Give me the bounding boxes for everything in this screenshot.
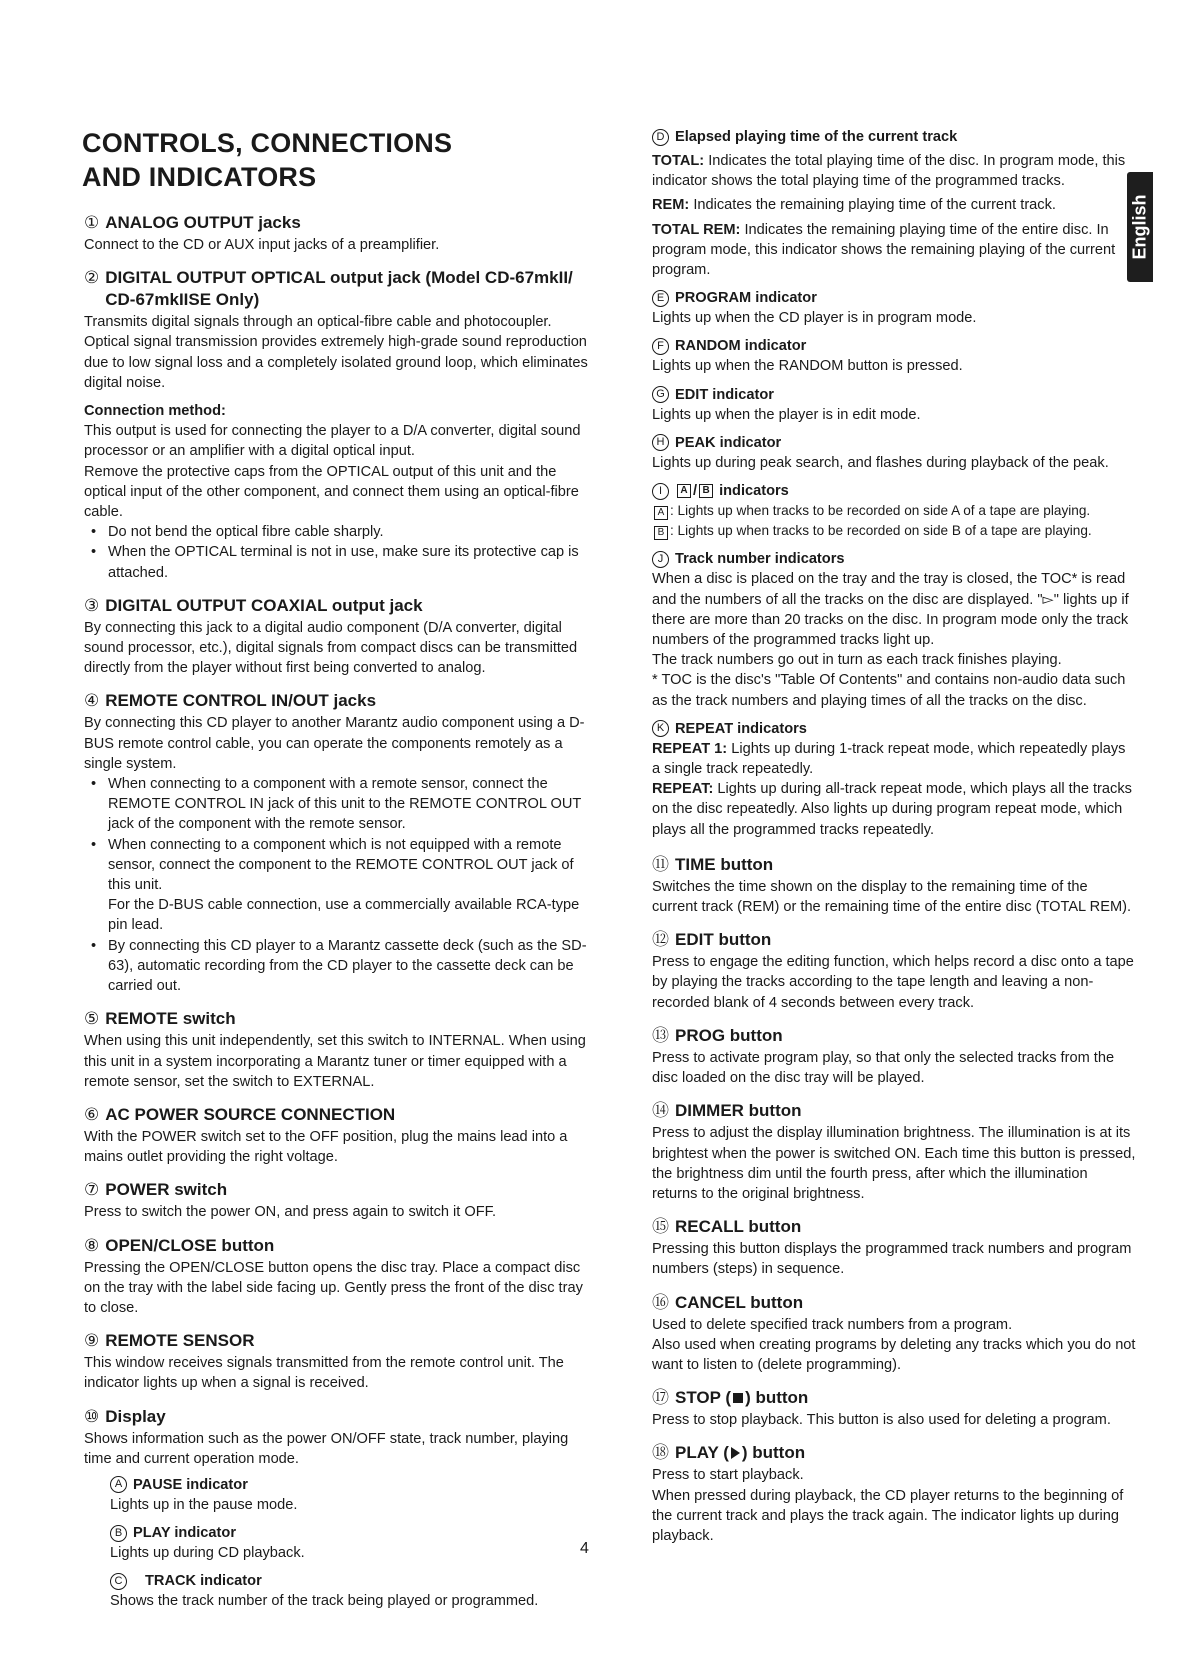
section-title: POWER switch — [105, 1180, 228, 1200]
connection-method-heading: Connection method: — [84, 403, 226, 420]
indicator-peak — [652, 433, 1137, 473]
section-title: DIMMER button — [675, 1101, 802, 1121]
section-body: Used to delete specified track numbers from a program. — [652, 1316, 1013, 1333]
side-b-box-icon: B — [699, 484, 713, 498]
separator: / — [693, 483, 698, 500]
term-body: Indicates the total playing time of the disc. In program mode, this indicator shows the total playing time of the programmed tracks. — [652, 153, 1126, 190]
indicator-heading — [652, 385, 1137, 405]
indicator-heading — [652, 481, 1137, 501]
section-heading — [84, 212, 596, 234]
section-heading — [84, 1330, 596, 1352]
indicator-letter: I — [652, 483, 669, 500]
section-heading — [84, 267, 596, 311]
section-body: Pressing the OPEN/CLOSE button opens the disc tray. Place a compact disc on the tray with the label side facing up. Gently press the front of the disc tray to close. — [84, 1259, 583, 1316]
section-heading — [84, 1235, 596, 1257]
section-title-b: ) button — [741, 1443, 806, 1463]
display-indicators — [84, 1475, 596, 1612]
section-number: ⑬ — [652, 1025, 669, 1045]
section-title: REMOTE SENSOR — [105, 1331, 255, 1351]
indicator-letter: E — [652, 290, 669, 307]
section-number: ⑭ — [652, 1101, 669, 1121]
indicator-title: PEAK indicator — [675, 434, 782, 451]
section-title: Display — [105, 1406, 166, 1426]
section-body: Press to start playback. — [652, 1467, 804, 1484]
section-analog-output — [84, 212, 596, 255]
section-heading — [652, 854, 1137, 876]
indicator-letter: K — [652, 720, 669, 737]
indicator-body: Lights up during peak search, and flashes during playback of the peak. — [652, 454, 1109, 471]
indicator-body: Lights up when the player is in edit mode. — [652, 406, 921, 423]
section-number: ③ — [84, 595, 100, 615]
indicator-title: EDIT indicator — [675, 386, 774, 403]
indicator-heading — [652, 288, 1137, 308]
bullet-list — [84, 522, 596, 583]
section-power-switch — [84, 1179, 596, 1222]
section-play-button — [652, 1442, 1137, 1546]
section-number: ④ — [84, 691, 100, 711]
section-number: ⑱ — [652, 1443, 669, 1463]
section-heading — [652, 929, 1137, 951]
section-recall-button — [652, 1216, 1137, 1279]
indicator-title: RANDOM indicator — [675, 338, 807, 355]
term-label: REPEAT 1: — [652, 740, 728, 757]
side-a-text: : Lights up when tracks to be recorded on side A of a tape are playing. — [670, 503, 1091, 519]
section-number: ⑤ — [84, 1009, 100, 1029]
indicator-heading — [652, 433, 1137, 453]
section-body: Connect to the CD or AUX input jacks of a preamplifier. — [84, 237, 440, 253]
section-body: Press to stop playback. This button is also used for deleting a program. — [652, 1412, 1111, 1429]
section-heading — [652, 1025, 1137, 1047]
indicator-title: TRACK indicator — [145, 1573, 262, 1590]
section-body: Press to adjust the display illumination brightness. The illumination is at its brightest when the power is switched ON. Each time this button is pressed, the brightness dim until the fourth press, after which the illumination returns to the original brightness. — [652, 1125, 1136, 1202]
section-number: ⑩ — [84, 1406, 100, 1426]
section-title: OPEN/CLOSE button — [105, 1235, 275, 1255]
side-a-box-icon: A — [654, 506, 668, 520]
section-number: ⑫ — [652, 930, 669, 950]
section-body: With the POWER switch set to the OFF position, plug the mains lead into a mains outlet providing the right voltage. — [84, 1128, 568, 1166]
indicator-body — [652, 220, 1137, 281]
indicator-heading — [110, 1475, 596, 1495]
page-title — [82, 126, 452, 194]
section-heading — [84, 1179, 596, 1201]
section-body: Transmits digital signals through an optical-fibre cable and photocoupler. Optical signal transmission provides extremely high-grade sound reproduction due to low signal loss and a completely isolated ground loop, which eliminates digital noise. — [84, 314, 588, 391]
section-digital-optical — [84, 267, 596, 583]
section-body: Switches the time shown on the display to the remaining time of the current track (REM) or the remaining time of the entire disc (TOTAL REM). — [652, 878, 1132, 916]
term-label: REM: — [652, 197, 690, 214]
term-body: Indicates the remaining playing time of the entire disc. In program mode, this indicator shows the remaining playing of the current program. — [652, 221, 1116, 279]
section-stop-button — [652, 1387, 1137, 1430]
indicator-heading — [652, 549, 1137, 569]
indicator-random — [652, 336, 1137, 376]
section-heading — [652, 1292, 1137, 1314]
language-tab-label: English — [1129, 194, 1150, 260]
indicator-edit — [652, 385, 1137, 425]
section-body-2: When pressed during playback, the CD player returns to the beginning of the current track and plays the track again. The indicator lights up during playback. — [652, 1487, 1124, 1544]
indicator-body — [652, 779, 1137, 840]
indicator-body — [652, 195, 1137, 215]
section-prog-button — [652, 1025, 1137, 1088]
section-body: Shows information such as the power ON/OFF state, track number, playing time and current operation mode. — [84, 1430, 569, 1467]
list-item-text: When connecting to a component which is not equipped with a remote sensor, connect the component to the REMOTE CONTROL OUT jack of this unit. — [108, 836, 574, 894]
side-b-box-icon: B — [654, 526, 668, 540]
section-time-button — [652, 854, 1137, 917]
stop-icon — [733, 1393, 743, 1403]
indicator-letter: G — [652, 386, 669, 403]
indicator-body — [652, 739, 1137, 779]
section-number: ⑧ — [84, 1235, 100, 1255]
indicator-track — [110, 1571, 596, 1611]
section-title: AC POWER SOURCE CONNECTION — [105, 1104, 396, 1124]
section-number: ⑯ — [652, 1292, 669, 1312]
indicator-title: Track number indicators — [675, 551, 845, 568]
section-heading — [652, 1100, 1137, 1122]
section-number: ② — [84, 268, 100, 288]
section-number: ⑪ — [652, 854, 669, 874]
section-number: ⑦ — [84, 1180, 100, 1200]
indicator-program — [652, 288, 1137, 328]
section-display — [84, 1406, 596, 1612]
section-number: ⑥ — [84, 1104, 100, 1124]
indicator-track-number — [652, 549, 1137, 710]
indicator-heading — [110, 1571, 596, 1591]
side-a-box-icon: A — [677, 484, 691, 498]
section-body: Press to engage the editing function, which helps record a disc onto a tape by playing the tracks according to the tape length and leaving a non-recorded blank of 4 seconds between every track. — [652, 954, 1134, 1011]
section-heading — [652, 1442, 1137, 1464]
section-number: ⑮ — [652, 1217, 669, 1237]
list-item — [108, 835, 596, 936]
section-body: By connecting this jack to a digital audio component (D/A converter, digital sound processor, etc.), digital signals from compact discs can be transmitted directly from the player without first being converted to analog. — [84, 619, 578, 677]
indicator-elapsed-time — [652, 127, 1137, 280]
section-heading — [84, 690, 596, 712]
section-title: RECALL button — [675, 1217, 802, 1237]
indicator-body: Shows the track number of the track being played or programmed. — [110, 1593, 539, 1610]
page-number: 4 — [580, 1540, 589, 1557]
section-body: Pressing this button displays the programmed track numbers and program numbers (steps) in sequence. — [652, 1241, 1132, 1278]
indicator-pause — [110, 1475, 596, 1515]
section-title: EDIT button — [675, 930, 772, 950]
section-number: ⑨ — [84, 1331, 100, 1351]
side-b-text: : Lights up when tracks to be recorded on side B of a tape are playing. — [670, 523, 1092, 539]
section-remote-sensor — [84, 1330, 596, 1393]
page-title-line1: CONTROLS, CONNECTIONS — [82, 128, 453, 158]
section-open-close — [84, 1235, 596, 1319]
section-body-2: Also used when creating programs by deleting any tracks which you do not want to listen to (delete programming). — [652, 1336, 1136, 1373]
indicator-letter: A — [110, 1476, 127, 1493]
section-body: Press to switch the power ON, and press again to switch it OFF. — [84, 1204, 497, 1221]
term-body: Lights up during all-track repeat mode, which plays all the tracks on the disc repeatedly. Also lights up during program repeat mode, which plays all the programmed tracks repeatedly. — [652, 781, 1132, 838]
right-column — [652, 127, 1137, 1558]
section-title-a: STOP ( — [675, 1388, 732, 1408]
indicator-heading — [110, 1523, 596, 1543]
list-item-note: For the D-BUS cable connection, use a commercially available RCA-type pin lead. — [108, 897, 580, 934]
section-title: REMOTE CONTROL IN/OUT jacks — [105, 691, 377, 711]
indicator-heading — [652, 719, 1137, 739]
section-title-a: PLAY ( — [675, 1443, 729, 1463]
indicator-title: PLAY indicator — [133, 1525, 236, 1542]
section-heading — [84, 1406, 596, 1428]
section-title: REMOTE switch — [105, 1009, 236, 1029]
indicator-body — [652, 501, 1137, 521]
section-title: DIGITAL OUTPUT OPTICAL output jack (Model CD-67mkII/ CD-67mkIISE Only) — [105, 268, 573, 310]
section-title: TIME button — [675, 854, 774, 874]
indicator-title: REPEAT indicators — [675, 720, 807, 737]
section-title: PROG button — [675, 1025, 783, 1045]
section-remote-switch — [84, 1008, 596, 1092]
section-title: ANALOG OUTPUT jacks — [105, 213, 301, 232]
indicator-body — [652, 151, 1137, 191]
indicator-letter: C — [110, 1573, 127, 1590]
list-item: • By connecting this CD player to a Marantz cassette deck (such as the SD-63), automatic recording from the CD player to the cassette deck can be carried out. — [108, 936, 596, 997]
section-cancel-button — [652, 1292, 1137, 1376]
indicator-letter: H — [652, 434, 669, 451]
list-item: • Do not bend the optical fibre cable sharply. — [108, 522, 596, 542]
indicator-body — [652, 521, 1137, 541]
indicator-tape-sides — [652, 481, 1137, 541]
section-edit-button — [652, 929, 1137, 1013]
indicator-body-2: The track numbers go out in turn as each track finishes playing. — [652, 652, 1062, 669]
indicator-heading — [652, 127, 1137, 147]
section-digital-coaxial — [84, 595, 596, 679]
page-title-line2: AND INDICATORS — [82, 162, 317, 192]
term-label: TOTAL: — [652, 153, 705, 169]
section-remote-control-jacks — [84, 690, 596, 996]
indicator-play — [110, 1523, 596, 1563]
section-number: ① — [84, 213, 100, 232]
section-body: When using this unit independently, set this switch to INTERNAL. When using this unit in a system incorporating a Marantz tuner or timer equipped with a remote sensor, set the switch to EXTERNAL. — [84, 1033, 586, 1090]
indicator-letter: J — [652, 551, 669, 568]
section-number: ⑰ — [652, 1388, 669, 1408]
indicator-body: Lights up during CD playback. — [110, 1545, 305, 1562]
indicator-title: indicators — [719, 483, 789, 500]
list-item: • When the OPTICAL terminal is not in use, make sure its protective cap is attached. — [108, 542, 596, 582]
connection-method-body-2: Remove the protective caps from the OPTICAL output of this unit and the optical input of the other component, and connect them using an optical-fibre cable. — [84, 463, 579, 521]
indicator-repeat — [652, 719, 1137, 840]
section-heading — [84, 1104, 596, 1126]
list-item: • When connecting to a component with a remote sensor, connect the REMOTE CONTROL IN jack of this unit to the REMOTE CONTROL OUT jack of the component with the remote sensor. — [108, 774, 596, 835]
indicator-letter: B — [110, 1525, 127, 1542]
term-body: Indicates the remaining playing time of the current track. — [693, 197, 1056, 214]
section-title: CANCEL button — [675, 1292, 804, 1312]
indicator-body: Lights up when the RANDOM button is pressed. — [652, 358, 963, 375]
play-icon — [731, 1447, 740, 1459]
indicator-letter: F — [652, 338, 669, 355]
section-title: DIGITAL OUTPUT COAXIAL output jack — [105, 595, 423, 615]
bullet-list — [84, 774, 596, 996]
indicator-letter: D — [652, 129, 669, 146]
indicator-title: PROGRAM indicator — [675, 290, 817, 307]
indicator-body: When a disc is placed on the tray and the tray is closed, the TOC* is read and the numbers of all the tracks on the disc are displayed. "▻" lights up if there are more than 20 tracks on the disc. In program mode only the track numbers of the programmed tracks light up. — [652, 571, 1129, 649]
indicator-title: Elapsed playing time of the current track — [675, 129, 958, 145]
indicator-body: Lights up when the CD player is in program mode. — [652, 310, 977, 327]
connection-method-body: This output is used for connecting the player to a D/A converter, digital sound processor or an amplifier with a digital optical input. — [84, 423, 581, 460]
indicator-title: PAUSE indicator — [133, 1476, 248, 1493]
indicator-body: Lights up in the pause mode. — [110, 1496, 298, 1513]
term-label: REPEAT: — [652, 781, 714, 798]
section-heading — [652, 1216, 1137, 1238]
left-column — [84, 212, 596, 1624]
section-body: By connecting this CD player to another Marantz audio component using a D-BUS remote control cable, you can operate the components remotely as a single system. — [84, 715, 585, 772]
term-label: TOTAL REM: — [652, 221, 741, 238]
section-heading — [84, 1008, 596, 1030]
section-body: Press to activate program play, so that only the selected tracks from the disc loaded on the disc tray will be played. — [652, 1049, 1115, 1087]
section-body: This window receives signals transmitted from the remote control unit. The indicator lights up when a signal is received. — [84, 1355, 564, 1392]
section-title-b: ) button — [745, 1388, 809, 1408]
section-ac-power — [84, 1104, 596, 1167]
footnote: * TOC is the disc's "Table Of Contents" and contains non-audio data such as the track numbers and playing times of all the tracks on the disc. — [652, 672, 1126, 709]
section-heading — [652, 1387, 1137, 1409]
indicator-heading — [652, 336, 1137, 356]
section-heading — [84, 595, 596, 617]
section-dimmer-button — [652, 1100, 1137, 1204]
term-body: Lights up during 1-track repeat mode, which repeatedly plays a single track repeatedly. — [652, 740, 1126, 778]
